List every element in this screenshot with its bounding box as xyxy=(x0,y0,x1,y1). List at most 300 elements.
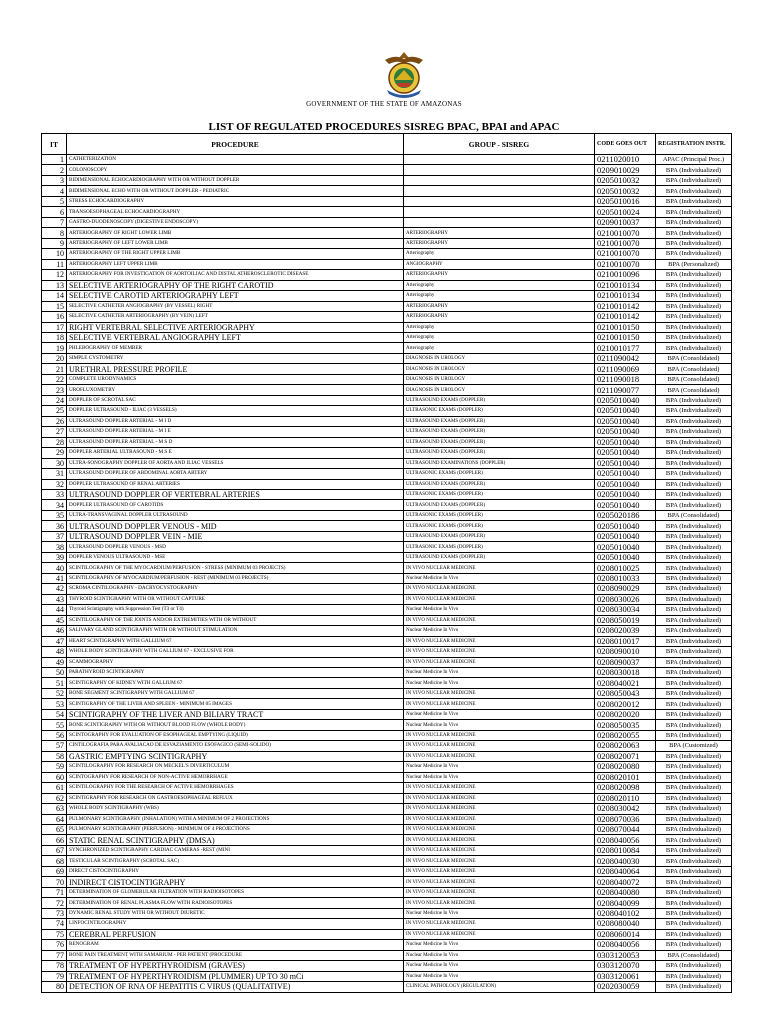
table-cell-registration: BPA (Individualized) xyxy=(656,531,732,541)
table-cell-registration: BPA (Individualized) xyxy=(656,804,732,814)
table-row xyxy=(42,427,732,437)
table-row xyxy=(42,971,732,981)
table-cell-registration: BPA (Individualized) xyxy=(656,845,732,855)
table-cell-it: 23 xyxy=(42,385,67,395)
table-row xyxy=(42,720,732,730)
table-cell-it: 36 xyxy=(42,521,67,531)
table-cell-code: 0208050043 xyxy=(595,688,656,698)
table-cell-code: 0205010040 xyxy=(595,490,656,500)
table-cell-procedure: COLONOSCOPY xyxy=(67,165,404,175)
table-cell-group xyxy=(404,217,595,227)
table-row xyxy=(42,688,732,698)
table-row xyxy=(42,804,732,814)
table-row xyxy=(42,437,732,447)
table-cell-group: Nuclear Medicine In Vivo xyxy=(404,961,595,971)
table-cell-procedure: CEREBRAL PERFUSION xyxy=(67,929,404,939)
table-cell-registration: BPA (Individualized) xyxy=(656,835,732,845)
table-cell-code: 0210010142 xyxy=(595,301,656,311)
table-cell-registration: BPA (Individualized) xyxy=(656,919,732,929)
table-cell-it: 31 xyxy=(42,469,67,479)
table-cell-procedure: ULTRASOUND DOPPLER VENOUS - MSD xyxy=(67,542,404,552)
table-cell-it: 20 xyxy=(42,353,67,363)
table-cell-group: IN VIVO NUCLEAR MEDICINE xyxy=(404,615,595,625)
table-row xyxy=(42,301,732,311)
table-cell-it: 3 xyxy=(42,175,67,185)
table-cell-it: 55 xyxy=(42,720,67,730)
table-cell-it: 60 xyxy=(42,772,67,782)
table-row xyxy=(42,866,732,876)
table-cell-group: Arteriography xyxy=(404,291,595,301)
table-cell-it: 8 xyxy=(42,228,67,238)
table-cell-it: 16 xyxy=(42,312,67,322)
table-cell-group: IN VIVO NUCLEAR MEDICINE xyxy=(404,804,595,814)
table-row xyxy=(42,228,732,238)
table-cell-registration: BPA (Individualized) xyxy=(656,825,732,835)
table-cell-registration: BPA (Individualized) xyxy=(656,479,732,489)
table-cell-code: 0210010134 xyxy=(595,280,656,290)
table-row xyxy=(42,783,732,793)
table-cell-group: IN VIVO NUCLEAR MEDICINE xyxy=(404,814,595,824)
table-cell-procedure: SCROMA CINTILOGRAPHY - DACRYOCYSTOGRAPHY xyxy=(67,584,404,594)
table-cell-code: 0208040021 xyxy=(595,678,656,688)
table-cell-procedure: DOPPLER ULTRASOUND OF RENAL ARTERIES xyxy=(67,479,404,489)
table-cell-it: 21 xyxy=(42,364,67,374)
table-row xyxy=(42,825,732,835)
table-cell-procedure: SALIVARY GLAND SCINTIGRAPHY WITH OR WITHOUT STIMULATION xyxy=(67,626,404,636)
table-cell-code: 0208010025 xyxy=(595,563,656,573)
table-cell-code: 0211020010 xyxy=(595,155,656,165)
table-cell-it: 25 xyxy=(42,406,67,416)
table-cell-registration: BPA (Individualized) xyxy=(656,772,732,782)
table-row xyxy=(42,165,732,175)
table-cell-procedure: ARTERIOGRAPHY LEFT UPPER LIMB xyxy=(67,259,404,269)
table-cell-registration: APAC (Principal Proc.) xyxy=(656,155,732,165)
table-row xyxy=(42,343,732,353)
table-cell-it: 45 xyxy=(42,615,67,625)
table-cell-procedure: INDIRECT CISTOCINTIGRAPHY xyxy=(67,877,404,887)
table-row xyxy=(42,291,732,301)
table-cell-it: 63 xyxy=(42,804,67,814)
table-cell-registration: BPA (Individualized) xyxy=(656,940,732,950)
table-cell-procedure: TREATMENT OF HYPERTHYROIDISM (GRAVES) xyxy=(67,961,404,971)
table-cell-procedure: SELECTIVE ARTERIOGRAPHY OF THE RIGHT CAROTID xyxy=(67,280,404,290)
table-cell-group: IN VIVO NUCLEAR MEDICINE xyxy=(404,730,595,740)
table-cell-code: 0208020098 xyxy=(595,783,656,793)
table-cell-procedure: TREATMENT OF HYPERTHYROIDISM (PLUMMER) UP TO 30 mCi xyxy=(67,971,404,981)
table-cell-code: 0210010070 xyxy=(595,249,656,259)
table-cell-it: 72 xyxy=(42,898,67,908)
table-cell-it: 10 xyxy=(42,249,67,259)
state-seal-logo xyxy=(381,50,427,100)
table-cell-group xyxy=(404,196,595,206)
table-cell-registration: BPA (Individualized) xyxy=(656,971,732,981)
table-cell-group: Nuclear Medicine In Vivo xyxy=(404,709,595,719)
table-cell-procedure: ULTRASOUND DOPPLER ARTERIAL - M I D xyxy=(67,416,404,426)
table-row xyxy=(42,521,732,531)
table-cell-procedure: SCINTIGRAPHY FOR RESEARCH ON GASTROESOPHAGEAL REFLUX xyxy=(67,793,404,803)
table-cell-registration: BPA (Individualized) xyxy=(656,647,732,657)
table-cell-it: 30 xyxy=(42,458,67,468)
table-cell-code: 0205020186 xyxy=(595,510,656,520)
table-cell-it: 5 xyxy=(42,196,67,206)
table-cell-code: 0205010024 xyxy=(595,207,656,217)
table-row xyxy=(42,982,732,992)
table-cell-code: 0208040080 xyxy=(595,887,656,897)
table-cell-code: 0209010029 xyxy=(595,165,656,175)
table-cell-code: 0208020055 xyxy=(595,730,656,740)
table-cell-code: 0209010037 xyxy=(595,217,656,227)
table-cell-procedure: ULTRASOUND DOPPLER VEIN - MIE xyxy=(67,531,404,541)
table-cell-code: 0202030059 xyxy=(595,982,656,992)
table-cell-group: ANGIOGRAPHY xyxy=(404,259,595,269)
table-cell-procedure: WHOLE BODY SCINTIGRAPHY WITH GALLIUM 67 - EXCLUSIVE FOR xyxy=(67,647,404,657)
table-cell-group xyxy=(404,165,595,175)
table-cell-group: IN VIVO NUCLEAR MEDICINE xyxy=(404,898,595,908)
table-row xyxy=(42,919,732,929)
table-cell-group xyxy=(404,186,595,196)
table-cell-group: ULTRASONIC EXAMS (DOPPLER) xyxy=(404,542,595,552)
table-cell-procedure: SELECTIVE CATHETER ARTERIOGRAPHY (BY VEIN) LEFT xyxy=(67,312,404,322)
table-cell-registration: BPA (Individualized) xyxy=(656,887,732,897)
table-cell-procedure: TRANSOESOPHAGEAL ECHOCARDIOGRAPHY xyxy=(67,207,404,217)
table-row xyxy=(42,573,732,583)
table-row xyxy=(42,647,732,657)
table-cell-procedure: SCINTOGRAPHY FOR EVALUATION OF ESOPHAGEAL EMPTYING (LIQUID) xyxy=(67,730,404,740)
table-cell-registration: BPA (Individualized) xyxy=(656,584,732,594)
table-cell-registration: BPA (Individualized) xyxy=(656,228,732,238)
table-cell-registration: BPA (Individualized) xyxy=(656,395,732,405)
table-cell-it: 12 xyxy=(42,270,67,280)
table-cell-it: 80 xyxy=(42,982,67,992)
table-cell-procedure: DIRECT CISTOCINTIGRAPHY xyxy=(67,866,404,876)
column-header-group: GROUP - SISREG xyxy=(404,134,595,155)
table-cell-it: 37 xyxy=(42,531,67,541)
table-cell-code: 0205010040 xyxy=(595,469,656,479)
table-cell-registration: BPA (Individualized) xyxy=(656,490,732,500)
table-cell-code: 0208020012 xyxy=(595,699,656,709)
table-cell-procedure: ARTERIOGRAPHY FOR INVESTIGATION OF AORTOILIAC AND DISTAL ATHEROSCLEROTIC DISEASE xyxy=(67,270,404,280)
table-row xyxy=(42,196,732,206)
table-cell-procedure: CINTILOGRAFIA PARA AVALIACAO DE ESVAZIAMENTO ESOFAGICO (SEMI-SOLIDO) xyxy=(67,741,404,751)
table-row xyxy=(42,793,732,803)
table-cell-group: IN VIVO NUCLEAR MEDICINE xyxy=(404,783,595,793)
table-cell-code: 0208070044 xyxy=(595,825,656,835)
table-cell-registration: BPA (Consolidated) xyxy=(656,374,732,384)
table-cell-group: ULTRASOUND EXAMS (DOPPLER) xyxy=(404,479,595,489)
table-cell-registration: BPA (Individualized) xyxy=(656,416,732,426)
table-cell-code: 0211090042 xyxy=(595,353,656,363)
table-cell-code: 0210010177 xyxy=(595,343,656,353)
table-cell-registration: BPA (Individualized) xyxy=(656,521,732,531)
table-cell-it: 75 xyxy=(42,929,67,939)
table-cell-procedure: BONE SEGMENT SCINTIGRAPHY WITH GALLIUM 67 xyxy=(67,688,404,698)
table-cell-code: 0210010070 xyxy=(595,238,656,248)
table-row xyxy=(42,207,732,217)
table-cell-group: Arteriography xyxy=(404,332,595,342)
table-cell-code: 0303120070 xyxy=(595,961,656,971)
table-cell-group: IN VIVO NUCLEAR MEDICINE xyxy=(404,866,595,876)
table-cell-code: 0208040072 xyxy=(595,877,656,887)
table-cell-group: IN VIVO NUCLEAR MEDICINE xyxy=(404,563,595,573)
table-cell-procedure: BIDIMENSIONAL ECHOCARDIOGRAPHY WITH OR WITHOUT DOPPLER xyxy=(67,175,404,185)
table-cell-procedure: DOPPLER ULTRASOUND - ILIAC (3 VESSELS) xyxy=(67,406,404,416)
table-cell-registration: BPA (Individualized) xyxy=(656,730,732,740)
table-cell-procedure: RIGHT VERTEBRAL SELECTIVE ARTERIOGRAPHY xyxy=(67,322,404,332)
table-cell-group: Nuclear Medicine In Vivo xyxy=(404,772,595,782)
table-cell-group: Nuclear Medicine In Vivo xyxy=(404,667,595,677)
table-cell-group: IN VIVO NUCLEAR MEDICINE xyxy=(404,699,595,709)
table-cell-registration: BPA (Individualized) xyxy=(656,280,732,290)
table-cell-registration: BPA (Individualized) xyxy=(656,929,732,939)
table-cell-registration: BPA (Individualized) xyxy=(656,699,732,709)
table-cell-code: 0208080040 xyxy=(595,919,656,929)
table-row xyxy=(42,626,732,636)
table-cell-it: 54 xyxy=(42,709,67,719)
table-cell-it: 34 xyxy=(42,500,67,510)
table-cell-group: Nuclear Medicine In Vivo xyxy=(404,908,595,918)
table-cell-code: 0205010040 xyxy=(595,437,656,447)
table-cell-group: ULTRASONIC EXAMS (DOPPLER) xyxy=(404,406,595,416)
table-cell-code: 0211090069 xyxy=(595,364,656,374)
table-cell-it: 59 xyxy=(42,762,67,772)
table-cell-procedure: SCINTILOGRAPHY FOR THE RESEARCH OF ACTIVE HEMORRHAGES xyxy=(67,783,404,793)
table-cell-it: 15 xyxy=(42,301,67,311)
table-cell-registration: BPA (Individualized) xyxy=(656,332,732,342)
table-cell-it: 22 xyxy=(42,374,67,384)
table-cell-procedure: STRESS ECHOCARDIOGRAPHY xyxy=(67,196,404,206)
table-cell-registration: BPA (Individualized) xyxy=(656,165,732,175)
table-cell-procedure: SCINTILOGRAPHY FOR RESEARCH ON MECKEL'S DIVERTICULUM xyxy=(67,762,404,772)
table-cell-group: ULTRASOUND EXAMS (DOPPLER) xyxy=(404,500,595,510)
table-cell-it: 11 xyxy=(42,259,67,269)
table-cell-code: 0205010040 xyxy=(595,542,656,552)
table-cell-it: 32 xyxy=(42,479,67,489)
table-cell-code: 0210010142 xyxy=(595,312,656,322)
table-row xyxy=(42,751,732,761)
table-cell-registration: BPA (Individualized) xyxy=(656,667,732,677)
table-cell-it: 43 xyxy=(42,594,67,604)
table-cell-registration: BPA (Consolidated) xyxy=(656,353,732,363)
table-row xyxy=(42,657,732,667)
table-cell-it: 29 xyxy=(42,448,67,458)
table-cell-procedure: BONE PAIN TREATMENT WITH SAMARIUM - PER PATIENT (PROCEDURE xyxy=(67,950,404,960)
table-cell-code: 0205010040 xyxy=(595,552,656,562)
table-cell-code: 0208020071 xyxy=(595,751,656,761)
table-cell-code: 0210010070 xyxy=(595,228,656,238)
table-cell-registration: BPA (Individualized) xyxy=(656,982,732,992)
table-cell-group: ULTRASONIC EXAMS (DOPPLER) xyxy=(404,521,595,531)
table-cell-code: 0205010040 xyxy=(595,521,656,531)
table-cell-code: 0205010032 xyxy=(595,186,656,196)
table-cell-code: 0208010017 xyxy=(595,636,656,646)
table-cell-code: 0205010040 xyxy=(595,416,656,426)
table-cell-group: ARTERIOGRAPHY xyxy=(404,312,595,322)
table-cell-it: 35 xyxy=(42,510,67,520)
table-cell-group: IN VIVO NUCLEAR MEDICINE xyxy=(404,584,595,594)
table-cell-it: 2 xyxy=(42,165,67,175)
column-header-code: CODE GOES OUT xyxy=(595,134,656,155)
table-row xyxy=(42,636,732,646)
table-cell-code: 0210010070 xyxy=(595,259,656,269)
column-header-procedure: PROCEDURE xyxy=(67,134,404,155)
table-cell-group: ULTRASOUND EXAMS (DOPPLER) xyxy=(404,531,595,541)
table-cell-group: ULTRASOUND EXAMS (DOPPLER) xyxy=(404,552,595,562)
table-cell-registration: BPA (Individualized) xyxy=(656,898,732,908)
table-cell-procedure: PULMONARY SCINTIGRAPHY (INHALATION) WITH A MINIMUM OF 2 PROJECTIONS xyxy=(67,814,404,824)
table-cell-registration: BPA (Consolidated) xyxy=(656,385,732,395)
table-cell-code: 0210010134 xyxy=(595,291,656,301)
table-cell-procedure: HEART SCINTIGRAPHY WITH GALLIUM 67 xyxy=(67,636,404,646)
table-cell-group: IN VIVO NUCLEAR MEDICINE xyxy=(404,887,595,897)
table-cell-code: 0208040099 xyxy=(595,898,656,908)
table-cell-it: 1 xyxy=(42,155,67,165)
table-cell-it: 68 xyxy=(42,856,67,866)
table-cell-registration: BPA (Individualized) xyxy=(656,301,732,311)
table-row xyxy=(42,249,732,259)
table-cell-registration: BPA (Individualized) xyxy=(656,196,732,206)
table-cell-group: Nuclear Medicine In Vivo xyxy=(404,573,595,583)
table-row xyxy=(42,385,732,395)
table-cell-registration: BPA (Individualized) xyxy=(656,448,732,458)
table-cell-it: 71 xyxy=(42,887,67,897)
table-cell-procedure: Thyroid Scintigraphy with Suppression Test (T3 or T4) xyxy=(67,605,404,615)
table-cell-it: 42 xyxy=(42,584,67,594)
table-cell-code: 0208020063 xyxy=(595,741,656,751)
table-cell-procedure: SCINTILOGRAPHY OF MYOCARDIUM/PERFUSION - REST (MINIMUM 03 PROJECTS) xyxy=(67,573,404,583)
table-cell-procedure: STATIC RENAL SCINTIGRAPHY (DMSA) xyxy=(67,835,404,845)
table-cell-group: DIAGNOSIS IN UROLOGY xyxy=(404,364,595,374)
table-cell-registration: BPA (Individualized) xyxy=(656,563,732,573)
table-cell-procedure: PULMONARY SCINTIGRAPHY (PERFUSION) - MINIMUM OF 4 PROJECTIONS xyxy=(67,825,404,835)
table-cell-group: ULTRASOUND EXAMS (DOPPLER) xyxy=(404,395,595,405)
table-row xyxy=(42,950,732,960)
table-cell-group: Nuclear Medicine In Vivo xyxy=(404,940,595,950)
table-cell-procedure: COMPLETE URODYNAMICS xyxy=(67,374,404,384)
table-cell-group: ARTERIOGRAPHY xyxy=(404,238,595,248)
table-cell-procedure: SYNCHRONIZED SCINTIGRAPHY CARDIAC CAMERAS -REST (MINI xyxy=(67,845,404,855)
table-cell-registration: BPA (Individualized) xyxy=(656,175,732,185)
table-header-row xyxy=(42,134,732,155)
table-cell-registration: BPA (Individualized) xyxy=(656,322,732,332)
table-cell-registration: BPA (Personalized) xyxy=(656,259,732,269)
table-cell-group: Nuclear Medicine In Vivo xyxy=(404,678,595,688)
table-cell-code: 0208090010 xyxy=(595,647,656,657)
table-row xyxy=(42,238,732,248)
table-cell-registration: BPA (Individualized) xyxy=(656,678,732,688)
table-cell-registration: BPA (Consolidated) xyxy=(656,950,732,960)
table-cell-procedure: SCINTILOGRAPHY OF THE JOINTS AND/OR EXTREMITIES WITH OR WITHOUT xyxy=(67,615,404,625)
table-cell-procedure: DETERMINATION OF GLOMERULAR FILTRATION WITH RADIOISOTOPES xyxy=(67,887,404,897)
table-cell-it: 19 xyxy=(42,343,67,353)
table-cell-code: 0208030034 xyxy=(595,605,656,615)
table-cell-group: Arteriography xyxy=(404,280,595,290)
table-cell-registration: BPA (Individualized) xyxy=(656,186,732,196)
table-cell-it: 66 xyxy=(42,835,67,845)
procedures-table xyxy=(41,133,732,993)
table-cell-code: 0205010040 xyxy=(595,531,656,541)
table-cell-code: 0208090029 xyxy=(595,584,656,594)
table-cell-code: 0208010084 xyxy=(595,845,656,855)
table-row xyxy=(42,332,732,342)
table-cell-group: Nuclear Medicine In Vivo xyxy=(404,971,595,981)
table-row xyxy=(42,542,732,552)
table-cell-it: 67 xyxy=(42,845,67,855)
table-cell-it: 73 xyxy=(42,908,67,918)
table-row xyxy=(42,552,732,562)
table-cell-code: 0211090018 xyxy=(595,374,656,384)
table-cell-procedure: DOPPLER OF SCROTAL SAC xyxy=(67,395,404,405)
table-cell-it: 6 xyxy=(42,207,67,217)
table-cell-group: ULTRASONIC EXAMS (DOPPLER) xyxy=(404,469,595,479)
table-cell-it: 51 xyxy=(42,678,67,688)
table-row xyxy=(42,594,732,604)
table-cell-code: 0208040056 xyxy=(595,835,656,845)
table-cell-it: 58 xyxy=(42,751,67,761)
table-cell-group: ULTRASONIC EXAMS (DOPPLER) xyxy=(404,490,595,500)
table-cell-registration: BPA (Individualized) xyxy=(656,908,732,918)
table-cell-registration: BPA (Individualized) xyxy=(656,783,732,793)
table-cell-registration: BPA (Individualized) xyxy=(656,762,732,772)
table-cell-code: 0208040102 xyxy=(595,908,656,918)
table-row xyxy=(42,667,732,677)
table-row xyxy=(42,877,732,887)
table-cell-it: 18 xyxy=(42,332,67,342)
column-header-registration: REGISTRATION INSTR. xyxy=(656,134,732,155)
table-cell-code: 0303120061 xyxy=(595,971,656,981)
table-row xyxy=(42,835,732,845)
table-cell-it: 78 xyxy=(42,961,67,971)
table-cell-registration: BPA (Consolidated) xyxy=(656,364,732,374)
table-cell-code: 0210010150 xyxy=(595,332,656,342)
table-cell-group: ULTRASOUND EXAMINATIONS (DOPPLER) xyxy=(404,458,595,468)
table-cell-it: 44 xyxy=(42,605,67,615)
table-cell-code: 0208040030 xyxy=(595,856,656,866)
table-cell-group: ULTRASOUND EXAMS (DOPPLER) xyxy=(404,437,595,447)
table-cell-procedure: PHLEBOGRAPHY OF MEMBER xyxy=(67,343,404,353)
table-cell-it: 74 xyxy=(42,919,67,929)
table-cell-registration: BPA (Consolidated) xyxy=(656,510,732,520)
table-cell-group: Nuclear Medicine In Vivo xyxy=(404,950,595,960)
table-row xyxy=(42,845,732,855)
table-cell-it: 76 xyxy=(42,940,67,950)
table-cell-procedure: CATHETERIZATION xyxy=(67,155,404,165)
table-cell-registration: BPA (Individualized) xyxy=(656,552,732,562)
table-cell-it: 38 xyxy=(42,542,67,552)
table-cell-group: Arteriography xyxy=(404,343,595,353)
table-cell-code: 0205010032 xyxy=(595,175,656,185)
table-row xyxy=(42,500,732,510)
table-cell-group: ULTRASOUND EXAMS (DOPPLER) xyxy=(404,416,595,426)
table-cell-procedure: SIMPLE CYSTOMETRY xyxy=(67,353,404,363)
table-cell-procedure: ULTRASOUND DOPPLER ARTERIAL - M I E xyxy=(67,427,404,437)
table-cell-registration: BPA (Individualized) xyxy=(656,751,732,761)
table-cell-it: 33 xyxy=(42,490,67,500)
table-cell-group: IN VIVO NUCLEAR MEDICINE xyxy=(404,636,595,646)
table-cell-it: 14 xyxy=(42,291,67,301)
table-row xyxy=(42,605,732,615)
table-cell-it: 24 xyxy=(42,395,67,405)
table-cell-registration: BPA (Individualized) xyxy=(656,312,732,322)
table-cell-it: 41 xyxy=(42,573,67,583)
table-cell-it: 13 xyxy=(42,280,67,290)
table-cell-it: 70 xyxy=(42,877,67,887)
table-cell-procedure: SCINTILOGRAPHY OF THE MYOCARDIUM/PERFUSION - STRESS (MINIMUM 03 PROJECTS) xyxy=(67,563,404,573)
table-cell-group: IN VIVO NUCLEAR MEDICINE xyxy=(404,835,595,845)
table-cell-registration: BPA (Individualized) xyxy=(656,406,732,416)
table-row xyxy=(42,155,732,165)
table-cell-group: IN VIVO NUCLEAR MEDICINE xyxy=(404,856,595,866)
table-cell-procedure: GASTRO-DUODENOSCOPY (DIGESTIVE ENDOSCOPY) xyxy=(67,217,404,227)
